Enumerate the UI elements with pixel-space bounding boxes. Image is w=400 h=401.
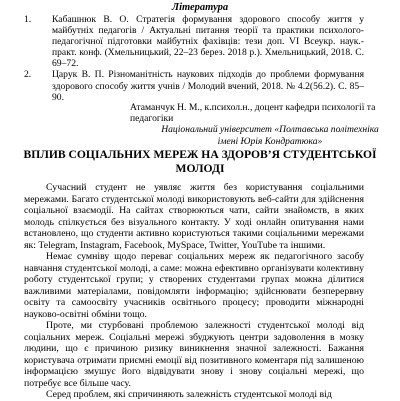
body-paragraph: Серед проблем, які спричиняють залежність студентської молоді від [46,389,332,400]
reference-item [24,14,364,69]
author-affiliation [130,102,390,147]
reference-list [24,14,364,103]
reference-text: Кабашнюк В. О. Стратегія формування здорового способу життя у майбутніх педагогів / Актуальні питання теорії та практики психолого-педагогічної підготовки майбутніх фахівців: тези доп. VI Всеукр. наук.-практ. конф. (Хмельницький, 22–23 берез. 2018 р.). Хмельницький, 2018. С. 69–72. [52,14,364,70]
body-paragraph: Проте, ми стурбовані проблемою залежності студентської молоді від соціальних мереж. Соціальні мережі збуджують центри задоволення в мозку людини, що є причиною ризику виникнення значної залежності. Бажання користувача отримати приємні емоції від позитивного коментаря під залишеною інформацією змушує його відвідувати знову і знову соціальні мережі, що потребує все більше часу. [24,320,364,389]
reference-number: 2. [24,69,32,81]
reference-number: 1. [24,14,32,25]
body-paragraph: Немає сумніву щодо переваг соціальних мереж як педагогічного засобу навчання студентської молоді, а саме: можна ефективно організувати колективну роботу студентської групи; у створених студентами групах можна ділитися важливими матеріалами, повідомляти інформацію; здійснювати безперервну освіту та самоосвіту учасників освітнього процесу; проводити міжнародні науково-освітні обміни тощо. [24,251,364,320]
institution-line: Національний університет «Полтавська політехніка імені Юрія Кондратюка» [161,124,379,147]
reference-item [24,69,364,102]
body-paragraph: Сучасний студент не уявляє життя без користування соціальними мережами. Багато студентської молоді використовують веб-сайти для здійснення соціальної взаємодії. На сайтах створюються чати, сайти знайомств, в яких молодь спілкується без візуального контакту. У ході онлайн опитування нами встановлено, що студенти активно користуються такими соціальними мережами як: Telegram, Instagram, Facebook, MySpace, Twitter, YouTube та іншими. [24,182,364,251]
article-body [24,182,364,401]
author-line: Атаманчук Н. М., к.психол.н., доцент кафедри психології та педагогіки [130,102,376,125]
article-title: ВПЛИВ СОЦІАЛЬНИХ МЕРЕЖ НА ЗДОРОВ’Я СТУДЕНТСЬКОЇ МОЛОДІ [23,148,377,175]
reference-text: Царук В. П. Різноманітність наукових підходів до проблеми формування здорового способу життя учнів / Молодий вчений, 2018. № 4.2(56.2). С. 85–90. [52,69,364,103]
literature-heading: Література [171,2,229,13]
